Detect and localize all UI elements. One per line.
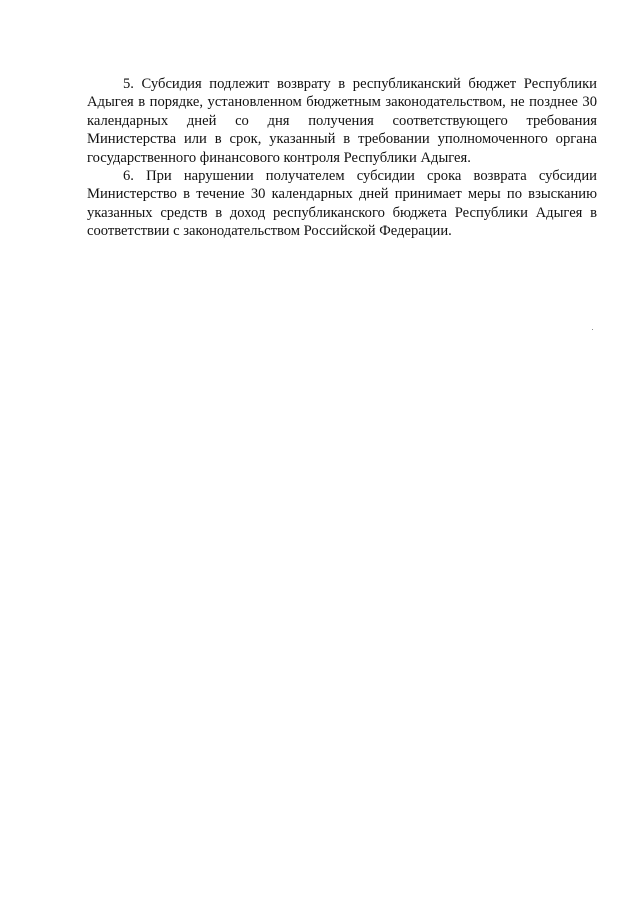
document-body <box>87 75 597 241</box>
paragraph-6: 6. При нарушении получателем субсидии срока возврата субсидии Министерство в течение 30 календарных дней принимает меры по взысканию указанных средств в доход республиканского бюджета Республики Адыгея в соответствии с законодательством Российской Федерации. <box>87 168 597 240</box>
scan-speck <box>592 329 593 330</box>
paragraph-5: 5. Субсидия подлежит возврату в республиканский бюджет Республики Адыгея в порядке, установленном бюджетным законодательством, не позднее 30 календарных дней со дня получения соответствующего требования Министерства или в срок, указанный в требовании уполномоченного органа государственного финансового контроля Республики Адыгея. <box>87 76 597 166</box>
